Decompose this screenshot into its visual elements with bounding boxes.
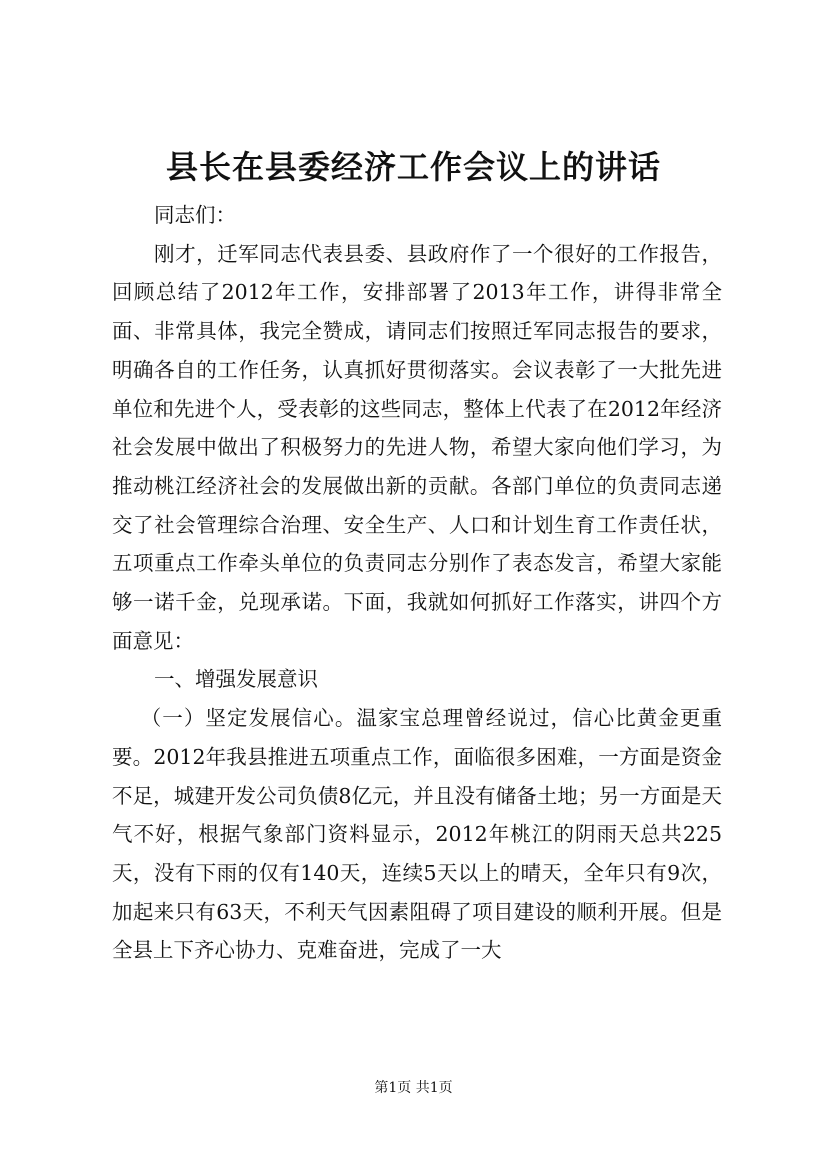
document-title: 县长在县委经济工作会议上的讲话 (165, 148, 661, 186)
greeting: 同志们： (154, 203, 237, 227)
page-footer: 第1页 共1页 (374, 1080, 453, 1096)
subsection-paragraph: （一）坚定发展信心。温家宝总理曾经说过，信心比黄金更重要。2012年我县推进五项重点工作，面临很多困难，一方面是资金不足，城建开发公司负债8亿元，并且没有储备土地；另一方面是天气不好，根据气象部门资料显示，2012年桃江的阴雨天总共225天，没有下雨的仅有140天，连续5天以上的晴天，全年只有9次，加起来只有63天，不利天气因素阻碍了项目建设的顺利开展。但是全县上下齐心协力、克难奋进，完成了一大 (112, 706, 722, 963)
section-heading: 一、增强发展意识 (154, 667, 319, 692)
document-body (112, 196, 722, 970)
body-paragraph: 刚才，迁军同志代表县委、县政府作了一个很好的工作报告，回顾总结了2012年工作，安排部署了2013年工作，讲得非常全面、非常具体，我完全赞成，请同志们按照迁军同志报告的要求，明确各自的工作任务，认真抓好贯彻落实。会议表彰了一大批先进单位和先进个人，受表彰的这些同志，整体上代表了在2012年经济社会发展中做出了积极努力的先进人物，希望大家向他们学习，为推动桃江经济社会的发展做出新的贡献。各部门单位的负责同志递交了社会管理综合治理、安全生产、人口和计划生育工作责任状，五项重点工作牵头单位的负责同志分别作了表态发言，希望大家能够一诺千金，兑现承诺。下面，我就如何抓好工作落实，讲四个方面意见： (112, 241, 722, 653)
